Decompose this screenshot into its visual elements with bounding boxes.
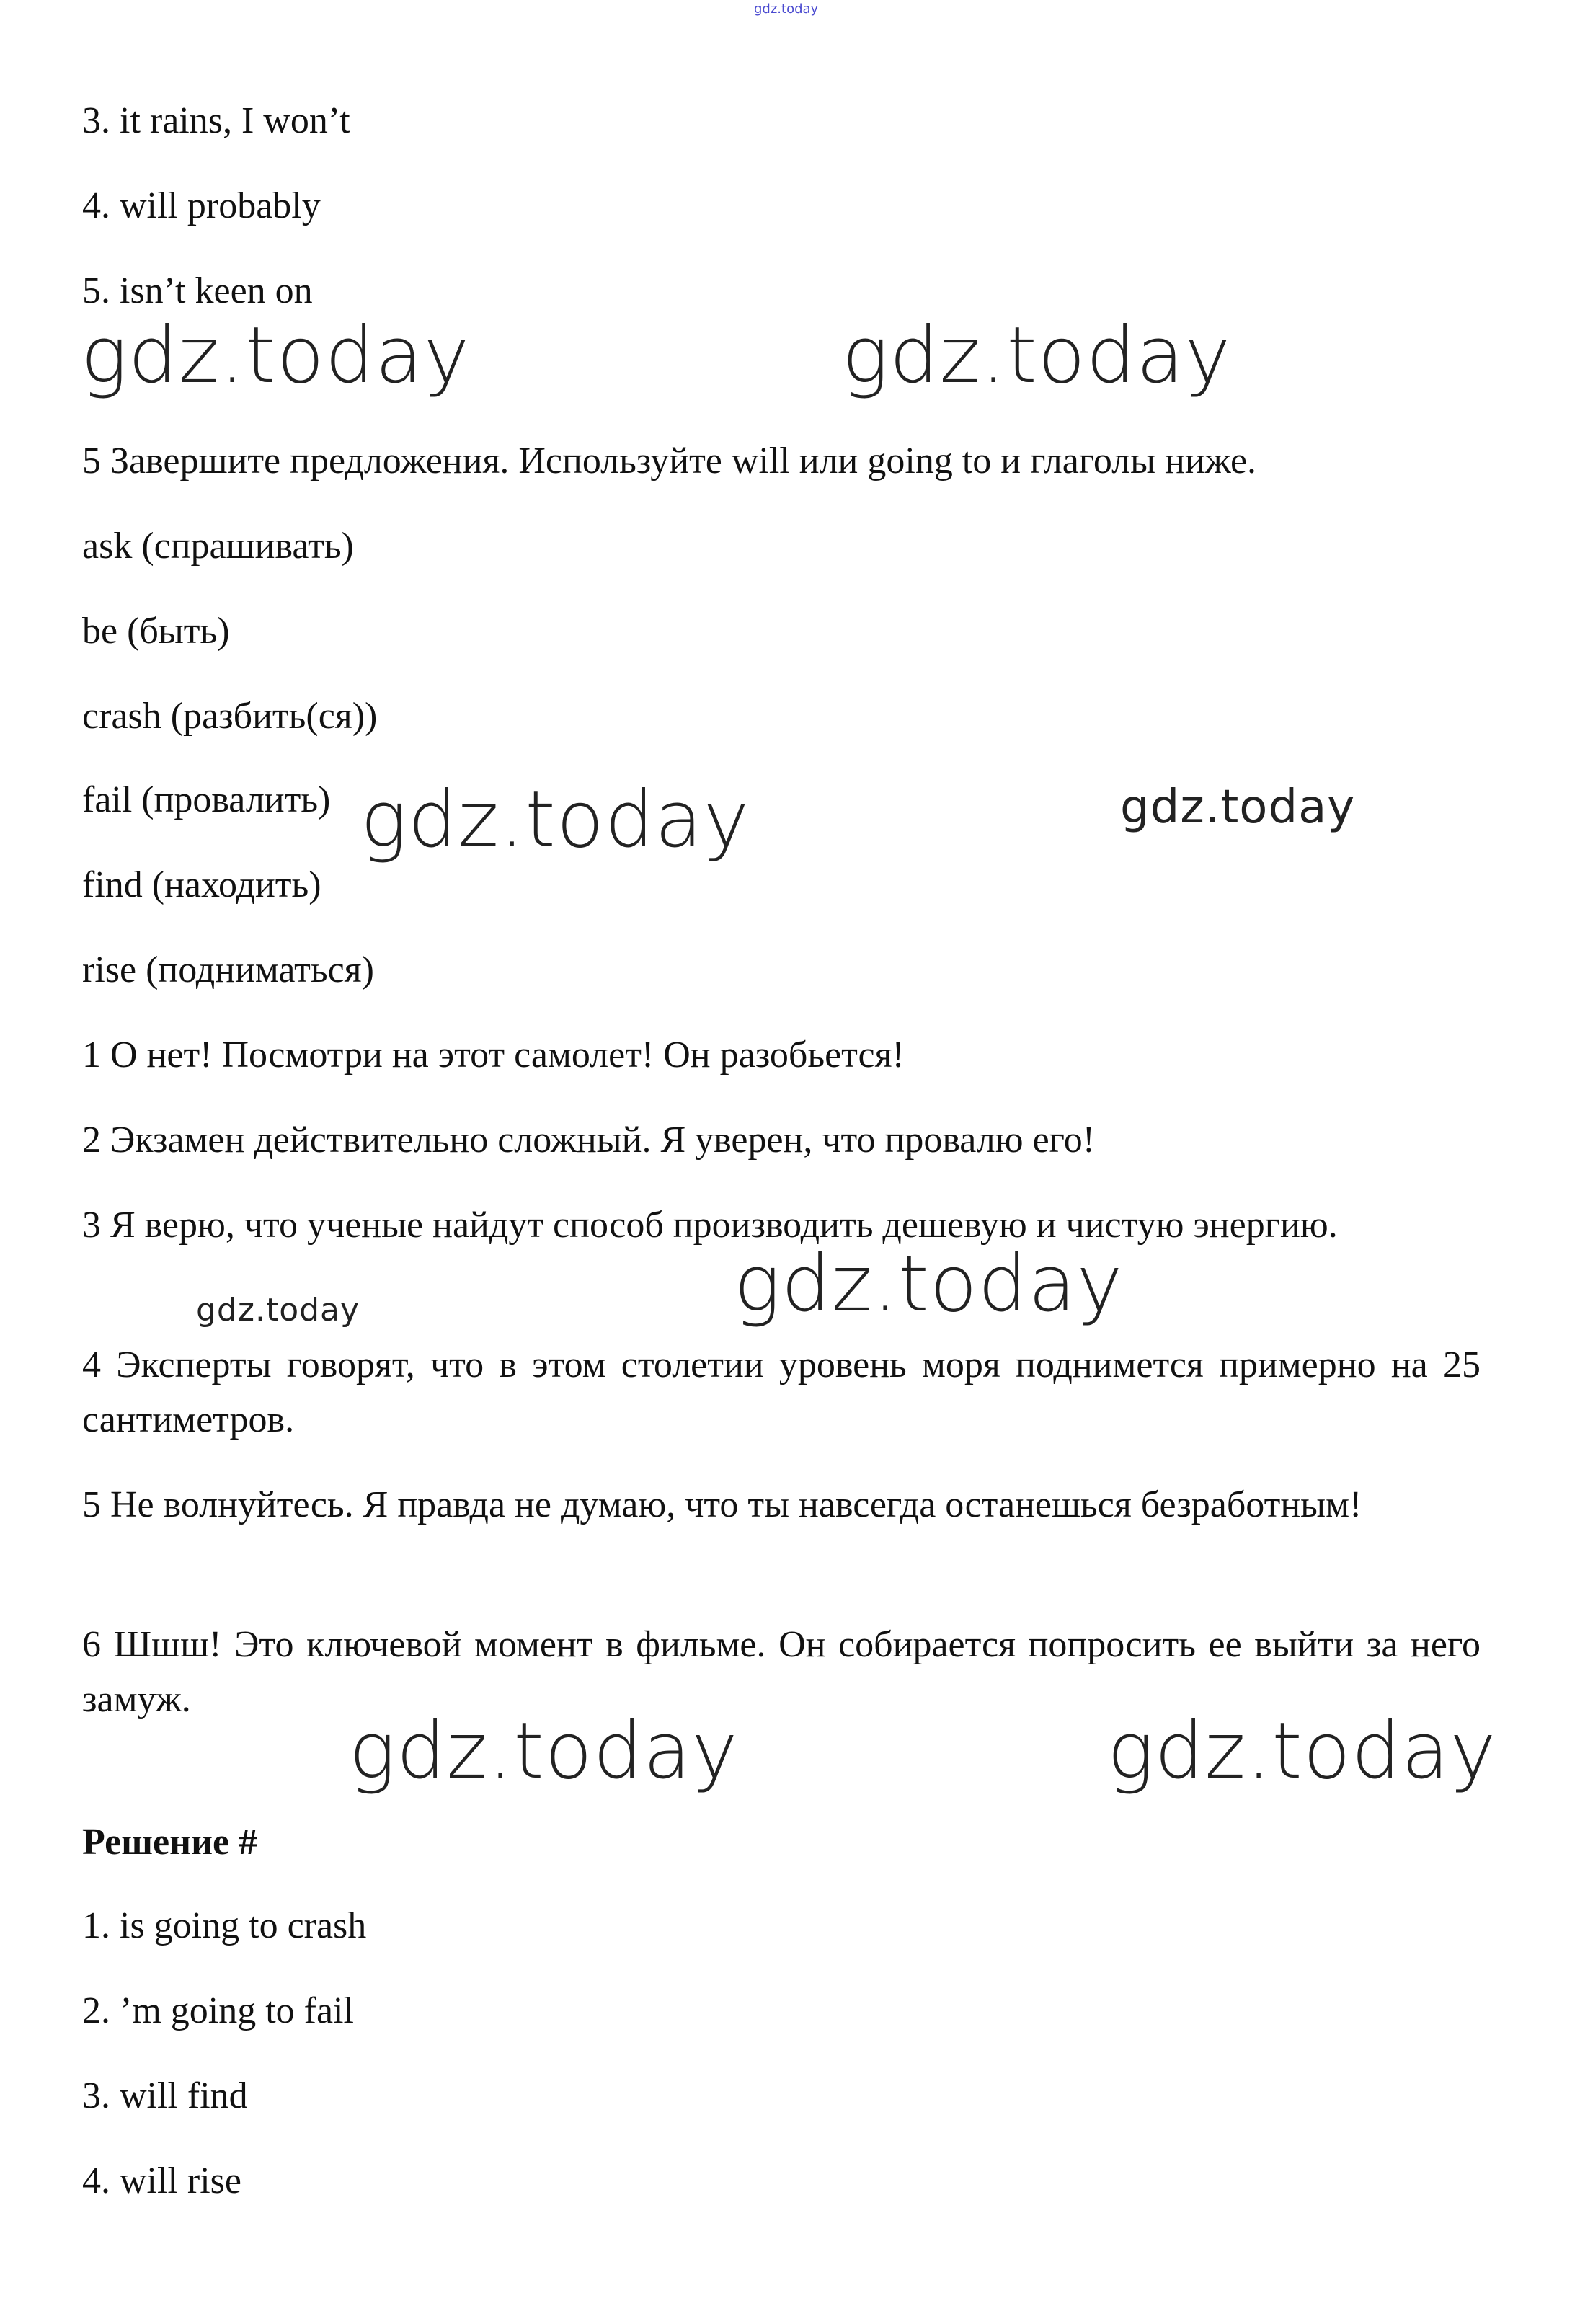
watermark: gdz.today xyxy=(734,1239,1124,1329)
sentence-3: 3 Я верю, что ученые найдут способ производить дешевую и чистую энергию. xyxy=(82,1205,1338,1246)
watermark: gdz.today xyxy=(349,1706,739,1796)
sentence-6: 6 Шшш! Это ключевой момент в фильме. Он собирается попросить ее выйти за него замуж. xyxy=(82,1624,1481,1720)
sentence-2: 2 Экзамен действительно сложный. Я уверен, что провалю его! xyxy=(82,1119,1096,1161)
verb-item: fail (провалить) xyxy=(82,779,331,820)
task-instruction: 5 Завершите предложения. Используйте will или going to и глаголы ниже. xyxy=(82,440,1257,482)
verb-item: rise (подниматься) xyxy=(82,949,374,990)
prev-answer-3: 3. it rains, I won’t xyxy=(82,100,350,141)
sentence-5: 5 Не волнуйтесь. Я правда не думаю, что ты навсегда останешься безработным! xyxy=(82,1484,1362,1525)
sentence-4: 4 Эксперты говорят, что в этом столетии уровень моря поднимется примерно на 25 сантиметров. xyxy=(82,1344,1481,1440)
verb-item: ask (спрашивать) xyxy=(82,525,354,567)
verb-item: be (быть) xyxy=(82,611,230,652)
verb-item: crash (разбить(ся)) xyxy=(82,696,378,737)
solution-answer-2: 2. ’m going to fail xyxy=(82,1990,354,2031)
prev-answer-5: 5. isn’t keen on xyxy=(82,270,313,311)
watermark: gdz.today xyxy=(360,775,750,865)
verb-item: find (находить) xyxy=(82,864,321,905)
watermark: gdz.today xyxy=(1107,1706,1497,1796)
watermark: gdz.today xyxy=(81,311,471,401)
solution-answer-1: 1. is going to crash xyxy=(82,1905,367,1946)
watermark: gdz.today xyxy=(196,1292,360,1329)
prev-answer-4: 4. will probably xyxy=(82,185,321,226)
watermark-top: gdz.today xyxy=(754,1,819,17)
watermark: gdz.today xyxy=(842,311,1232,401)
sentence-1: 1 О нет! Посмотри на этот самолет! Он разобьется! xyxy=(82,1034,905,1075)
solution-answer-3: 3. will find xyxy=(82,2075,248,2116)
solution-answer-4: 4. will rise xyxy=(82,2160,241,2201)
solution-heading: Решение # xyxy=(82,1822,258,1863)
watermark: gdz.today xyxy=(1120,781,1356,834)
